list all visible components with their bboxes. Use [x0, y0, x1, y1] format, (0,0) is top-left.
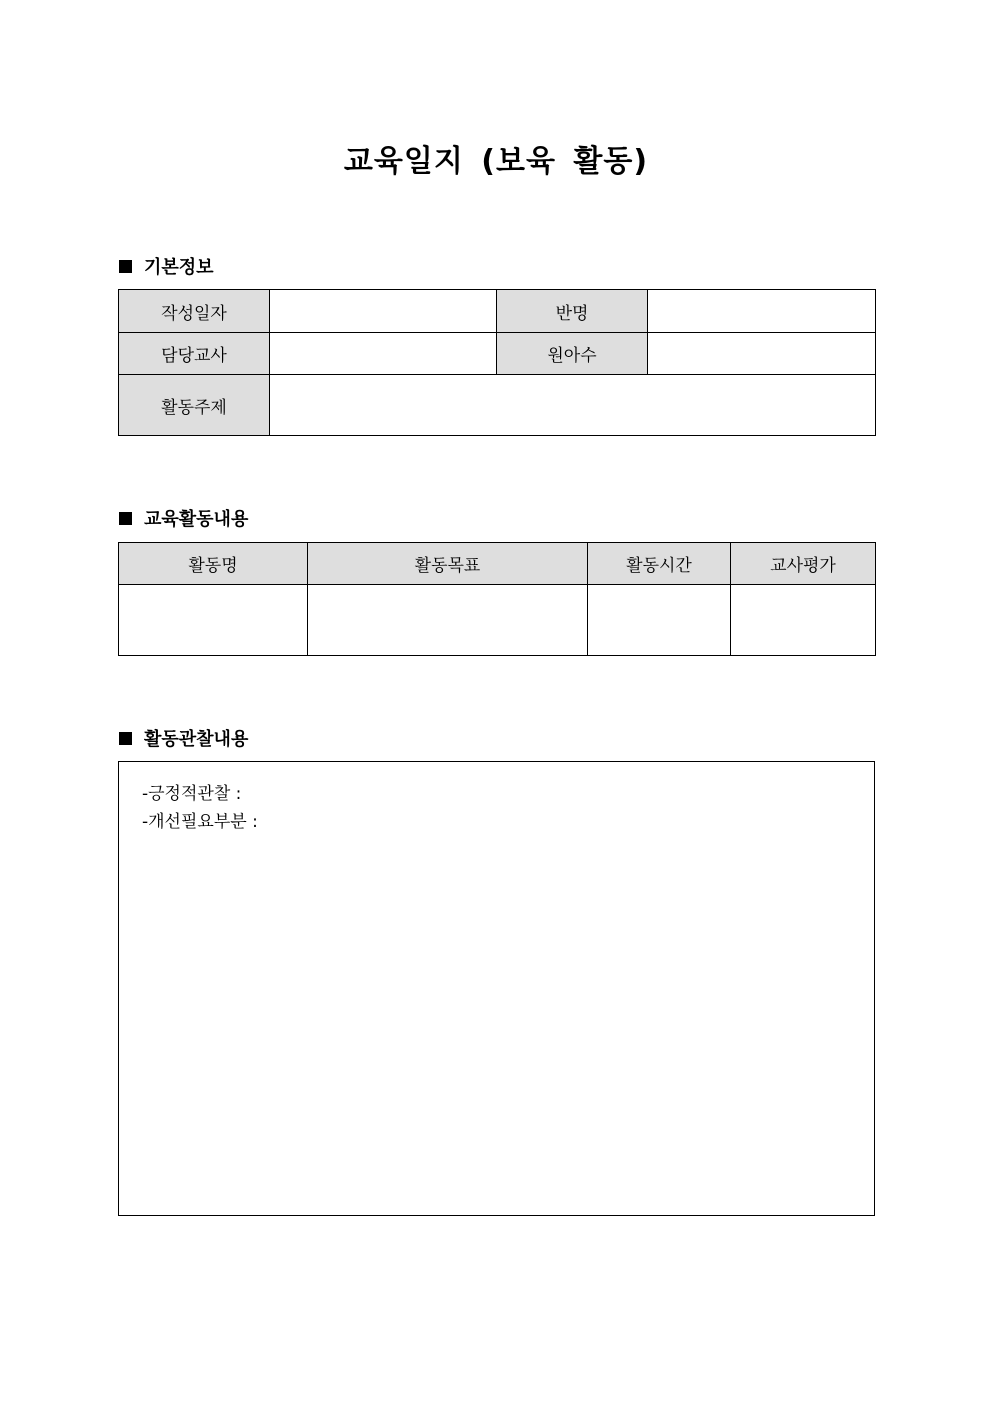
observation-notes: [142, 780, 258, 836]
table-row: [119, 290, 876, 333]
section-heading-activity: [119, 505, 248, 531]
basic-info-table: [118, 289, 876, 436]
square-bullet-icon: [119, 732, 132, 745]
date-label: 작성일자: [119, 290, 270, 333]
observation-box[interactable]: [118, 761, 875, 1216]
date-field[interactable]: [270, 290, 497, 333]
topic-field[interactable]: [270, 375, 876, 436]
teacher-evaluation-cell[interactable]: [731, 585, 876, 656]
section-heading-basic-info: [119, 253, 214, 279]
section-heading-label: 기본정보: [144, 257, 214, 278]
activity-time-cell[interactable]: [588, 585, 731, 656]
column-header-activity-time: 활동시간: [588, 543, 731, 585]
column-header-activity-goal: 활동목표: [308, 543, 588, 585]
activity-name-cell[interactable]: [119, 585, 308, 656]
class-name-field[interactable]: [648, 290, 876, 333]
page-title: 교육일지 (보육 활동): [343, 144, 649, 179]
class-name-label: 반명: [497, 290, 648, 333]
square-bullet-icon: [119, 260, 132, 273]
activity-table: [118, 542, 876, 656]
num-children-field[interactable]: [648, 333, 876, 375]
teacher-field[interactable]: [270, 333, 497, 375]
column-header-teacher-evaluation: 교사평가: [731, 543, 876, 585]
positive-observation-line: -긍정적관찰 :: [142, 784, 242, 804]
section-heading-observation: [119, 725, 248, 751]
table-row: [119, 585, 876, 656]
square-bullet-icon: [119, 512, 132, 525]
topic-label: 활동주제: [119, 375, 270, 436]
teacher-label: 담당교사: [119, 333, 270, 375]
section-heading-label: 활동관찰내용: [144, 729, 249, 750]
table-row: [119, 333, 876, 375]
improvement-needed-line: -개선필요부분 :: [142, 812, 258, 832]
table-header-row: [119, 543, 876, 585]
num-children-label: 원아수: [497, 333, 648, 375]
column-header-activity-name: 활동명: [119, 543, 308, 585]
table-row: [119, 375, 876, 436]
section-heading-label: 교육활동내용: [144, 509, 249, 530]
activity-goal-cell[interactable]: [308, 585, 588, 656]
